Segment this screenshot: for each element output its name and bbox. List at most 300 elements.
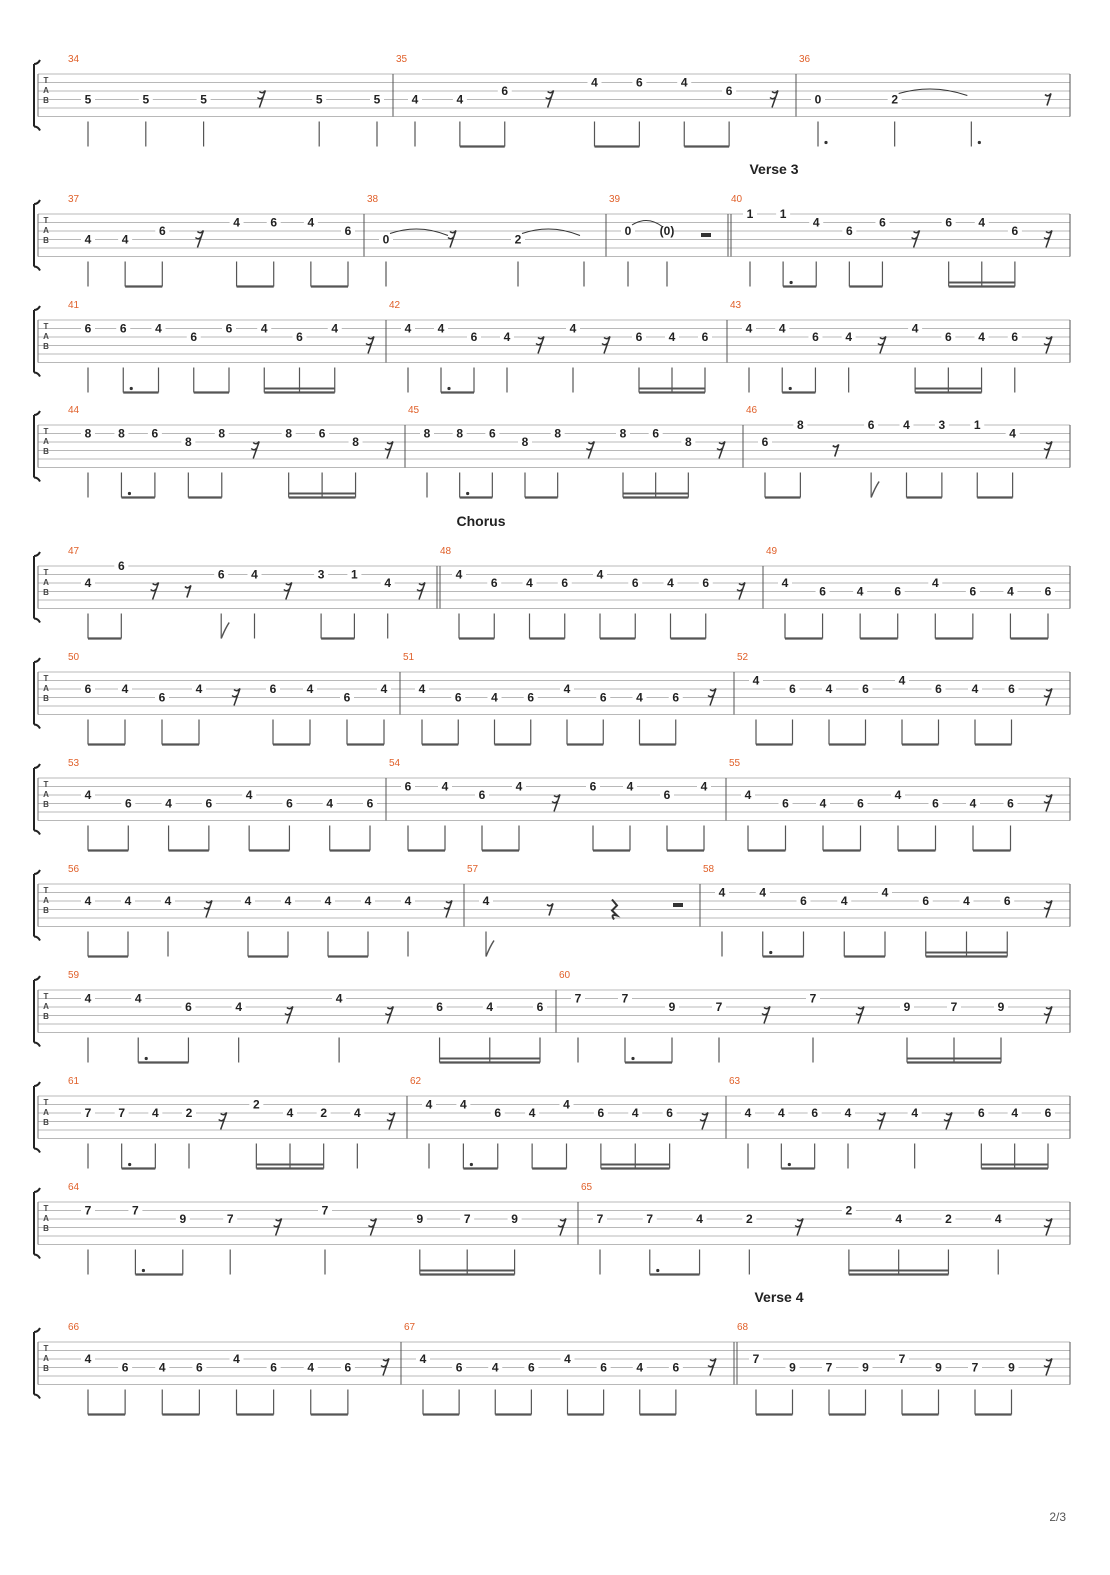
measure bbox=[408, 405, 743, 498]
fret-number: 6 bbox=[702, 576, 710, 590]
tab-clef-letter: B bbox=[43, 96, 49, 105]
fret-number: 9 bbox=[1008, 1360, 1015, 1375]
fret-number: 7 bbox=[950, 1000, 958, 1014]
fret-number: 9 bbox=[416, 1212, 424, 1226]
fret-number: 6 bbox=[879, 215, 886, 230]
fret-number: 7 bbox=[84, 1203, 92, 1218]
fret-number: 4 bbox=[307, 215, 315, 230]
fret-number: 7 bbox=[463, 1212, 471, 1226]
dot bbox=[470, 1163, 473, 1166]
measure-number: 47 bbox=[68, 546, 80, 557]
tab-clef-letter: B bbox=[43, 800, 49, 809]
fret-number: 7 bbox=[825, 1360, 833, 1375]
fret-number: 4 bbox=[260, 321, 268, 336]
fret-number: 4 bbox=[626, 779, 634, 794]
tab-clef-letter: A bbox=[43, 578, 49, 587]
measure bbox=[730, 300, 1070, 393]
fret-number: 6 bbox=[811, 1106, 819, 1120]
measure bbox=[440, 546, 763, 639]
fret-number: 6 bbox=[652, 426, 660, 441]
measure-number: 35 bbox=[396, 54, 408, 65]
staff-system bbox=[34, 300, 1070, 393]
measure bbox=[68, 194, 364, 287]
fret-number: 4 bbox=[324, 894, 332, 908]
tab-clef-letter: A bbox=[43, 896, 49, 905]
fret-number: 4 bbox=[419, 1352, 427, 1366]
fret-number: 4 bbox=[563, 1097, 570, 1112]
fret-number: 4 bbox=[384, 576, 392, 590]
fret-number: 6 bbox=[922, 894, 930, 908]
fret-number: 4 bbox=[636, 1360, 644, 1375]
measure bbox=[737, 652, 1070, 745]
fret-number: 4 bbox=[486, 1000, 494, 1014]
fret-number: 4 bbox=[307, 1360, 315, 1375]
fret-number: 5 bbox=[84, 92, 92, 107]
fret-number: 9 bbox=[862, 1360, 869, 1375]
fret-number: 4 bbox=[286, 1106, 294, 1120]
fret-number: 6 bbox=[454, 690, 462, 705]
fret-number: 5 bbox=[142, 92, 150, 107]
fret-number: 2 bbox=[891, 92, 899, 107]
fret-number: 8 bbox=[84, 426, 92, 441]
fret-number: 4 bbox=[680, 75, 688, 90]
system-bracket bbox=[34, 552, 40, 623]
fret-number: 0 bbox=[814, 92, 822, 107]
system-bracket bbox=[34, 764, 40, 835]
tab-clef-letter: B bbox=[43, 1118, 49, 1127]
fret-number: 6 bbox=[636, 75, 643, 90]
fret-number: 6 bbox=[672, 1360, 680, 1375]
fret-number: 7 bbox=[971, 1360, 979, 1375]
fret-number: 4 bbox=[1007, 584, 1014, 599]
fret-number: 6 bbox=[501, 84, 509, 98]
fret-number: 6 bbox=[366, 796, 374, 811]
fret-number: 4 bbox=[894, 788, 902, 802]
fret-number: 8 bbox=[184, 435, 192, 449]
dot bbox=[142, 1269, 145, 1272]
measure bbox=[68, 1076, 407, 1169]
fret-number: 4 bbox=[164, 894, 172, 908]
tab-clef-letter: T bbox=[43, 674, 49, 683]
fret-number: 6 bbox=[117, 559, 125, 573]
fret-number: 4 bbox=[121, 232, 129, 247]
measure bbox=[410, 1076, 726, 1169]
measure bbox=[746, 405, 1070, 498]
measure bbox=[703, 864, 1070, 957]
tab-clef-letter: T bbox=[43, 216, 49, 225]
measure bbox=[68, 1182, 578, 1275]
measure-number: 66 bbox=[68, 1322, 80, 1333]
measure-number: 51 bbox=[403, 652, 415, 663]
staff-system bbox=[34, 1182, 1070, 1275]
fret-number: 4 bbox=[353, 1106, 361, 1120]
tab-clef-letter: T bbox=[43, 427, 49, 436]
fret-number: 7 bbox=[132, 1203, 139, 1218]
measure-number: 39 bbox=[609, 194, 621, 205]
fret-number: 6 bbox=[158, 690, 166, 705]
dot bbox=[130, 387, 133, 390]
tab-clef-letter: B bbox=[43, 588, 49, 597]
fret-number: 6 bbox=[969, 584, 977, 599]
fret-number: 4 bbox=[460, 1097, 467, 1112]
measure bbox=[396, 54, 796, 147]
fret-number: 8 bbox=[423, 426, 431, 441]
fret-number: 9 bbox=[179, 1212, 187, 1226]
fret-number: 4 bbox=[244, 894, 252, 908]
fret-number: 4 bbox=[845, 330, 853, 344]
fret-number: 4 bbox=[251, 567, 258, 582]
fret-number: 6 bbox=[478, 788, 486, 802]
fret-number: 6 bbox=[782, 796, 789, 811]
fret-number: 6 bbox=[635, 330, 643, 344]
fret-number: 6 bbox=[1007, 796, 1014, 811]
tab-clef-letter: T bbox=[43, 1344, 49, 1353]
fret-number: 5 bbox=[200, 92, 207, 107]
dot bbox=[769, 951, 772, 954]
staff-system bbox=[34, 161, 1070, 287]
fret-number: 8 bbox=[285, 426, 293, 441]
measure bbox=[367, 194, 606, 287]
fret-number: 6 bbox=[589, 779, 597, 794]
measure-number: 55 bbox=[729, 758, 741, 769]
measure-number: 60 bbox=[559, 970, 571, 981]
staff-system bbox=[34, 405, 1070, 498]
fret-number: 4 bbox=[515, 779, 523, 794]
dot bbox=[790, 281, 793, 284]
tab-clef-letter: A bbox=[43, 1354, 49, 1363]
fret-number: 4 bbox=[978, 215, 986, 230]
fret-number: 4 bbox=[1011, 1106, 1019, 1120]
measure bbox=[389, 758, 726, 851]
staff-system bbox=[34, 1076, 1070, 1169]
fret-number: 6 bbox=[488, 426, 496, 441]
fret-number: 4 bbox=[134, 991, 142, 1006]
tab-clef-letter: A bbox=[43, 437, 49, 446]
fret-number: 7 bbox=[321, 1203, 329, 1218]
dot bbox=[145, 1057, 148, 1060]
fret-number: 6 bbox=[672, 690, 680, 705]
tab-clef-letter: T bbox=[43, 780, 49, 789]
fret-number: 6 bbox=[666, 1106, 673, 1120]
measure-number: 56 bbox=[68, 864, 80, 875]
fret-number: 6 bbox=[121, 1360, 129, 1375]
tab-clef-letter: B bbox=[43, 342, 49, 351]
fret-number: 4 bbox=[528, 1106, 536, 1120]
staff-system bbox=[34, 758, 1070, 851]
staff-system bbox=[34, 513, 1070, 639]
fret-number: 4 bbox=[895, 1212, 903, 1226]
system-bracket bbox=[34, 60, 40, 131]
fret-number: 9 bbox=[789, 1360, 796, 1375]
fret-number: 7 bbox=[898, 1352, 906, 1366]
fret-number: 4 bbox=[696, 1212, 703, 1226]
fret-number: 4 bbox=[84, 894, 92, 908]
fret-number: 4 bbox=[121, 682, 129, 696]
fret-number: 8 bbox=[797, 418, 804, 432]
measure-number: 57 bbox=[467, 864, 479, 875]
fret-number: 4 bbox=[503, 330, 511, 344]
measure-number: 37 bbox=[68, 194, 80, 205]
fret-number: 4 bbox=[526, 576, 533, 590]
fret-number: 4 bbox=[856, 584, 864, 599]
fret-number: 6 bbox=[196, 1360, 203, 1375]
fret-number: 3 bbox=[938, 418, 946, 432]
tab-clef-letter: A bbox=[43, 332, 49, 341]
fret-number: 4 bbox=[778, 321, 786, 336]
measure-number: 52 bbox=[737, 652, 749, 663]
fret-number: 4 bbox=[165, 796, 172, 811]
measure-number: 42 bbox=[389, 300, 401, 311]
measure bbox=[68, 652, 400, 745]
fret-number: 4 bbox=[819, 796, 827, 811]
fret-number: 2 bbox=[320, 1106, 328, 1120]
fret-number: 2 bbox=[514, 232, 522, 247]
fret-number: 6 bbox=[597, 1106, 605, 1120]
fret-number: 4 bbox=[233, 1352, 240, 1366]
fret-number: 8 bbox=[684, 435, 692, 449]
half-rest bbox=[673, 903, 683, 907]
fret-number: 6 bbox=[599, 690, 607, 705]
fret-number: 8 bbox=[619, 426, 627, 441]
fret-number: 4 bbox=[418, 682, 426, 696]
fret-number: 4 bbox=[233, 215, 240, 230]
fret-number: 6 bbox=[404, 779, 412, 794]
fret-number: 1 bbox=[746, 207, 754, 221]
fret-number: 6 bbox=[1044, 1106, 1052, 1120]
fret-number: 4 bbox=[844, 1106, 852, 1120]
fret-number: 7 bbox=[809, 991, 817, 1006]
fret-number: 4 bbox=[963, 894, 970, 908]
tab-clef-letter: A bbox=[43, 1108, 49, 1117]
fret-number: 4 bbox=[668, 330, 676, 344]
fret-number: 6 bbox=[761, 435, 769, 449]
tab-clef-letter: T bbox=[43, 76, 49, 85]
tab-clef-letter: A bbox=[43, 1214, 49, 1223]
staff-system bbox=[34, 970, 1070, 1063]
fret-number: 4 bbox=[978, 330, 985, 344]
fret-number: 6 bbox=[185, 1000, 192, 1014]
system-bracket bbox=[34, 1188, 40, 1259]
fret-number: 4 bbox=[569, 321, 577, 336]
half-rest bbox=[701, 233, 711, 237]
tab-clef-letter: B bbox=[43, 236, 49, 245]
system-bracket bbox=[34, 870, 40, 941]
staff-system bbox=[34, 54, 1070, 147]
fret-number: 8 bbox=[521, 435, 529, 449]
measure-number: 40 bbox=[731, 194, 743, 205]
fret-number: 6 bbox=[494, 1106, 502, 1120]
tab-clef-letter: A bbox=[43, 790, 49, 799]
tab-clef-letter: A bbox=[43, 1002, 49, 1011]
tab-clef-letter: T bbox=[43, 322, 49, 331]
fret-number: 6 bbox=[455, 1360, 463, 1375]
fret-number: 4 bbox=[969, 796, 977, 811]
fret-number: 5 bbox=[373, 92, 381, 107]
tie bbox=[522, 229, 580, 236]
fret-number: 8 bbox=[352, 435, 359, 449]
fret-number: 7 bbox=[118, 1106, 126, 1120]
fret-number: 8 bbox=[554, 426, 562, 441]
fret-number: 4 bbox=[306, 682, 314, 696]
measure-number: 59 bbox=[68, 970, 80, 981]
fret-number: 7 bbox=[84, 1106, 92, 1120]
tab-clef-letter: B bbox=[43, 906, 49, 915]
fret-number: 6 bbox=[1003, 894, 1011, 908]
dot bbox=[789, 387, 792, 390]
fret-number: 6 bbox=[1011, 224, 1019, 238]
fret-number: 6 bbox=[190, 330, 198, 344]
dot bbox=[824, 141, 827, 144]
fret-number: 2 bbox=[185, 1106, 193, 1120]
dot bbox=[656, 1269, 659, 1272]
fret-number: 6 bbox=[561, 576, 569, 590]
fret-number: 4 bbox=[931, 576, 939, 590]
fret-number: 4 bbox=[840, 894, 848, 908]
tie bbox=[390, 229, 448, 236]
measure bbox=[403, 652, 734, 745]
measure bbox=[731, 194, 1070, 287]
fret-number: 6 bbox=[945, 215, 953, 230]
measure bbox=[68, 405, 405, 498]
fret-number: 4 bbox=[380, 682, 388, 696]
fret-number: 4 bbox=[564, 1352, 571, 1366]
measure bbox=[68, 1322, 401, 1415]
fret-number: 1 bbox=[779, 207, 787, 221]
fret-number: 6 bbox=[1044, 584, 1052, 599]
measure-number: 50 bbox=[68, 652, 80, 663]
measure-number: 36 bbox=[799, 54, 811, 65]
measure-number: 61 bbox=[68, 1076, 80, 1087]
note-flag bbox=[486, 941, 494, 957]
fret-number: 6 bbox=[490, 576, 498, 590]
measure bbox=[68, 970, 556, 1063]
system-bracket bbox=[34, 200, 40, 271]
fret-number: 4 bbox=[124, 894, 132, 908]
measure bbox=[609, 194, 728, 287]
fret-number: 6 bbox=[119, 321, 127, 336]
fret-number: 4 bbox=[235, 1000, 243, 1014]
fret-number: 4 bbox=[825, 682, 833, 696]
fret-number: 4 bbox=[911, 321, 919, 336]
fret-number: 4 bbox=[425, 1097, 433, 1112]
measure-number: 34 bbox=[68, 54, 80, 65]
measure bbox=[799, 54, 1070, 147]
fret-number: 4 bbox=[84, 788, 92, 802]
fret-number: 4 bbox=[84, 1352, 92, 1366]
staff-system bbox=[34, 864, 1070, 957]
fret-number: 8 bbox=[456, 426, 464, 441]
dot bbox=[466, 492, 469, 495]
measure-number: 46 bbox=[746, 405, 758, 416]
tab-clef-letter: B bbox=[43, 1012, 49, 1021]
fret-number: 6 bbox=[296, 330, 303, 344]
fret-number: 6 bbox=[977, 1106, 985, 1120]
tab-clef-letter: B bbox=[43, 1224, 49, 1233]
fret-number: 6 bbox=[867, 418, 875, 432]
fret-number: 4 bbox=[491, 1360, 499, 1375]
section-header: Verse 3 bbox=[749, 161, 799, 177]
fret-number: 6 bbox=[318, 426, 326, 441]
system-bracket bbox=[34, 976, 40, 1047]
fret-number: 4 bbox=[331, 321, 339, 336]
fret-number: 4 bbox=[636, 690, 643, 705]
fret-number: 4 bbox=[441, 779, 449, 794]
fret-number: 4 bbox=[158, 1360, 166, 1375]
measure bbox=[581, 1182, 1070, 1275]
fret-number: 4 bbox=[364, 894, 372, 908]
measure bbox=[467, 864, 700, 957]
dot bbox=[128, 492, 131, 495]
fret-number: 7 bbox=[596, 1212, 604, 1226]
dot bbox=[978, 141, 981, 144]
measure-number: 64 bbox=[68, 1182, 80, 1193]
fret-number: 7 bbox=[621, 991, 629, 1006]
tab-clef-letter: A bbox=[43, 226, 49, 235]
measure-number: 53 bbox=[68, 758, 80, 769]
fret-number: 4 bbox=[596, 567, 604, 582]
fret-number: 4 bbox=[903, 418, 910, 432]
fret-number: 2 bbox=[252, 1097, 260, 1112]
fret-number: 4 bbox=[404, 321, 412, 336]
measure bbox=[68, 300, 386, 393]
fret-number: 6 bbox=[631, 576, 639, 590]
fret-number: 7 bbox=[226, 1212, 234, 1226]
fret-number: 4 bbox=[700, 779, 708, 794]
fret-number: 6 bbox=[932, 796, 939, 811]
fret-number: 6 bbox=[286, 796, 293, 811]
fret-number: 4 bbox=[812, 215, 820, 230]
fret-number: 6 bbox=[470, 330, 478, 344]
fret-number: 2 bbox=[945, 1212, 952, 1226]
tie bbox=[632, 220, 663, 227]
fret-number: 6 bbox=[1011, 330, 1019, 344]
fret-number: 6 bbox=[269, 682, 277, 696]
tab-clef-letter: B bbox=[43, 694, 49, 703]
fret-number: 4 bbox=[404, 894, 412, 908]
tab-clef-letter: B bbox=[43, 1364, 49, 1373]
fret-number: 6 bbox=[344, 1360, 352, 1375]
fret-number: 6 bbox=[124, 796, 132, 811]
measure bbox=[68, 54, 393, 147]
fret-number: 4 bbox=[631, 1106, 639, 1120]
tab-clef-letter: T bbox=[43, 1098, 49, 1107]
measure-number: 38 bbox=[367, 194, 379, 205]
fret-number: 4 bbox=[195, 682, 203, 696]
fret-number: 4 bbox=[482, 894, 490, 908]
fret-number: 4 bbox=[335, 991, 343, 1006]
fret-number: 1 bbox=[351, 567, 358, 582]
fret-number: 8 bbox=[218, 426, 226, 441]
measure-number: 44 bbox=[68, 405, 80, 416]
measure bbox=[68, 546, 437, 639]
measure-number: 63 bbox=[729, 1076, 741, 1087]
system-bracket bbox=[34, 306, 40, 377]
note-flag bbox=[871, 482, 879, 498]
fret-number: 6 bbox=[944, 330, 952, 344]
fret-number: 6 bbox=[819, 584, 826, 599]
staff-system bbox=[34, 652, 1070, 745]
fret-number: 6 bbox=[225, 321, 233, 336]
tab-clef-letter: T bbox=[43, 886, 49, 895]
fret-number: 0 bbox=[624, 224, 632, 238]
tab-clef-letter: T bbox=[43, 992, 49, 1001]
fret-number: 4 bbox=[759, 885, 767, 900]
fret-number: 6 bbox=[725, 84, 733, 98]
section-header: Chorus bbox=[456, 513, 506, 529]
fret-number: 7 bbox=[646, 1212, 654, 1226]
fret-number: 6 bbox=[270, 215, 278, 230]
fret-number: 6 bbox=[536, 1000, 544, 1014]
